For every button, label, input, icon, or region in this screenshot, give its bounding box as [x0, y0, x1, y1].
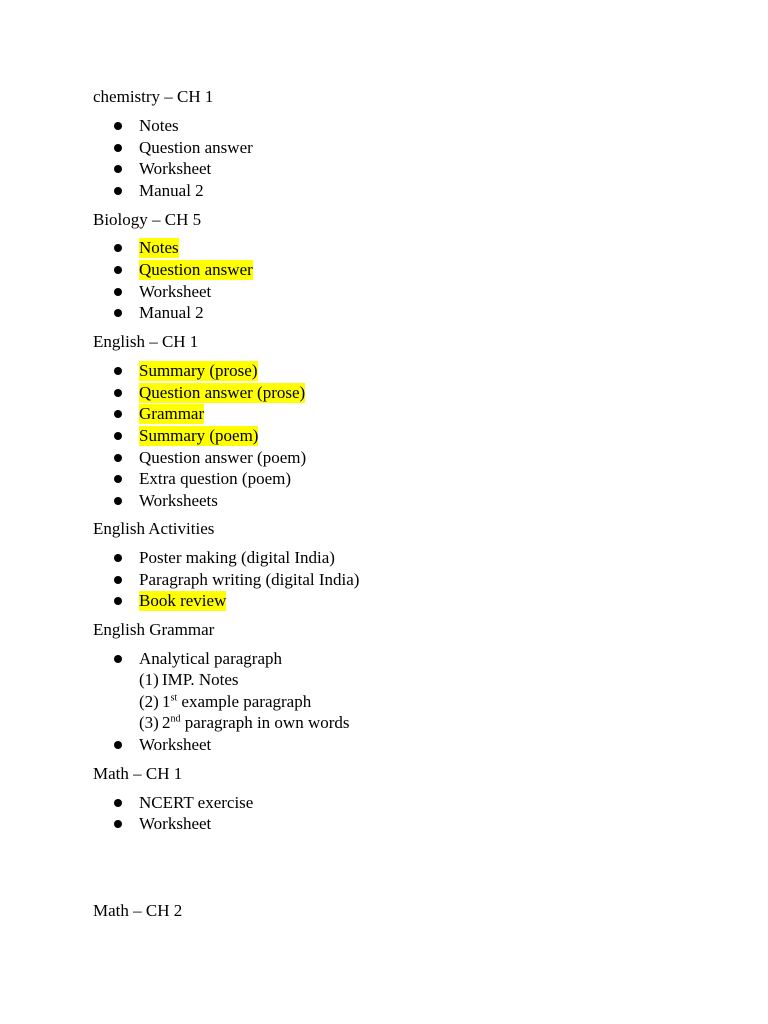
- bullet-icon: [114, 410, 122, 418]
- sub-item-number: (1): [139, 670, 159, 689]
- sub-item-number: (2): [139, 692, 159, 711]
- bullet-icon: [114, 576, 122, 584]
- list-item: Worksheet: [139, 159, 212, 178]
- bullet-icon: [114, 497, 122, 505]
- section-heading-english-ch1: English – CH 1: [93, 332, 199, 351]
- list-item-highlighted: Summary (poem): [139, 426, 259, 445]
- bullet-icon: [114, 475, 122, 483]
- section-heading-math-ch2: Math – CH 2: [93, 901, 183, 920]
- sub-item-text: IMP. Notes: [162, 670, 239, 689]
- sub-item-label: example paragraph: [177, 692, 312, 711]
- bullet-icon: [114, 165, 122, 173]
- section-heading-chemistry: chemistry – CH 1: [93, 87, 214, 106]
- list-item: Extra question (poem): [139, 469, 292, 488]
- list-item: Worksheet: [139, 735, 212, 754]
- list-item: Notes: [139, 116, 179, 135]
- list-item: Worksheet: [139, 814, 212, 833]
- bullet-icon: [114, 309, 122, 317]
- list-item: Poster making (digital India): [139, 548, 335, 567]
- ordinal-number: 1: [162, 692, 171, 711]
- list-item: Analytical paragraph: [139, 649, 283, 668]
- section-heading-english-grammar: English Grammar: [93, 620, 215, 639]
- list-item-highlighted: Notes: [139, 238, 179, 257]
- list-item: Worksheet: [139, 282, 212, 301]
- list-item: Paragraph writing (digital India): [139, 570, 360, 589]
- bullet-icon: [114, 288, 122, 296]
- section-heading-english-activities: English Activities: [93, 519, 215, 538]
- bullet-icon: [114, 367, 122, 375]
- bullet-icon: [114, 820, 122, 828]
- bullet-icon: [114, 122, 122, 130]
- bullet-icon: [114, 655, 122, 663]
- bullet-icon: [114, 187, 122, 195]
- bullet-icon: [114, 597, 122, 605]
- list-item: Manual 2: [139, 303, 204, 322]
- list-item-highlighted: Summary (prose): [139, 361, 258, 380]
- ordinal-suffix: st: [170, 692, 178, 704]
- sub-item-text: [162, 692, 311, 712]
- bullet-icon: [114, 432, 122, 440]
- list-item-highlighted: Question answer: [139, 260, 253, 279]
- sub-item-label: paragraph in own words: [180, 713, 350, 732]
- sub-item-text: [162, 713, 350, 733]
- list-item-highlighted: Book review: [139, 591, 227, 610]
- bullet-icon: [114, 389, 122, 397]
- list-item: Question answer (poem): [139, 448, 307, 467]
- ordinal-suffix: nd: [170, 713, 181, 725]
- bullet-icon: [114, 266, 122, 274]
- bullet-icon: [114, 799, 122, 807]
- sub-item-number: (3): [139, 713, 159, 732]
- list-item-highlighted: Grammar: [139, 404, 205, 423]
- section-heading-biology: Biology – CH 5: [93, 210, 202, 229]
- bullet-icon: [114, 554, 122, 562]
- list-item-highlighted: Question answer (prose): [139, 383, 306, 402]
- list-item: Manual 2: [139, 181, 204, 200]
- section-heading-math-ch1: Math – CH 1: [93, 764, 183, 783]
- bullet-icon: [114, 144, 122, 152]
- list-item: Question answer: [139, 138, 253, 157]
- bullet-icon: [114, 454, 122, 462]
- bullet-icon: [114, 741, 122, 749]
- bullet-icon: [114, 244, 122, 252]
- list-item: Worksheets: [139, 491, 218, 510]
- ordinal-number: 2: [162, 713, 171, 732]
- list-item: NCERT exercise: [139, 793, 254, 812]
